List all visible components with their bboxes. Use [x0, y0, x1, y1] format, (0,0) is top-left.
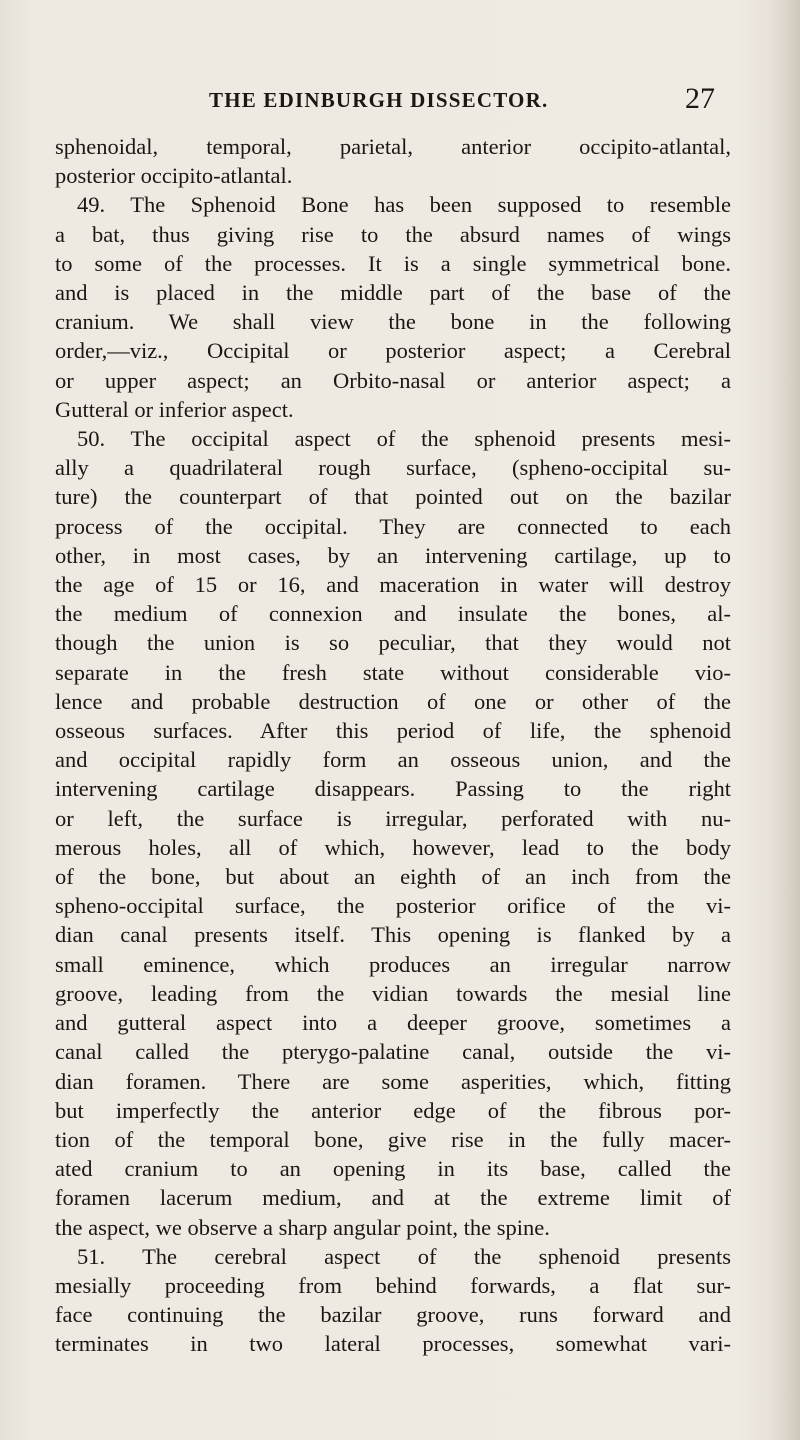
text-line: or upper aspect; an Orbito-nasal or anterior aspect; a	[55, 367, 731, 393]
text-line: other, in most cases, by an intervening cartilage, up to	[55, 542, 731, 568]
text-line: merous holes, all of which, however, lead to the body	[55, 834, 731, 860]
text-line: or left, the surface is irregular, perforated with nu-	[55, 805, 731, 831]
text-line: terminates in two lateral processes, somewhat vari-	[55, 1331, 731, 1357]
text-line: 49. The Sphenoid Bone has been supposed to resemble	[77, 192, 731, 218]
text-line: and occipital rapidly form an osseous union, and the	[55, 747, 731, 773]
page-edge-shadow	[768, 0, 800, 1440]
body-text	[55, 132, 731, 1359]
page-number: 27	[685, 82, 715, 115]
text-line: small eminence, which produces an irregular narrow	[55, 951, 731, 977]
text-line: dian foramen. There are some asperities, which, fitting	[55, 1068, 731, 1094]
text-line: posterior occipito-atlantal.	[55, 163, 293, 189]
text-line: 50. The occipital aspect of the sphenoid presents mesi-	[77, 426, 731, 452]
text-line: groove, leading from the vidian towards the mesial line	[55, 980, 731, 1006]
text-line: of the bone, but about an eighth of an inch from the	[55, 864, 731, 890]
running-title: THE EDINBURGH DISSECTOR.	[209, 88, 549, 112]
text-line: and is placed in the middle part of the base of the	[55, 280, 731, 306]
text-line: dian canal presents itself. This opening is flanked by a	[55, 922, 731, 948]
text-line: order,—viz., Occipital or posterior aspect; a Cerebral	[55, 338, 731, 364]
text-line: sphenoidal, temporal, parietal, anterior occipito-atlantal,	[55, 134, 731, 159]
text-line: cranium. We shall view the bone in the following	[55, 309, 731, 335]
text-line: spheno-occipital surface, the posterior orifice of the vi-	[55, 893, 731, 919]
text-line: the age of 15 or 16, and maceration in water will destroy	[55, 572, 731, 598]
text-line: lence and probable destruction of one or other of the	[55, 688, 731, 714]
text-line: and gutteral aspect into a deeper groove, sometimes a	[55, 1010, 731, 1036]
text-line: but imperfectly the anterior edge of the fibrous por-	[55, 1097, 731, 1123]
text-line: separate in the fresh state without considerable vio-	[55, 659, 731, 685]
page-header	[195, 80, 715, 120]
text-line: to some of the processes. It is a single symmetrical bone.	[55, 250, 731, 276]
text-line: mesially proceeding from behind forwards, a flat sur-	[55, 1272, 731, 1298]
text-line: though the union is so peculiar, that they would not	[55, 630, 731, 656]
text-line: face continuing the bazilar groove, runs forward and	[55, 1302, 731, 1328]
text-line: foramen lacerum medium, and at the extreme limit of	[55, 1185, 731, 1211]
text-line: a bat, thus giving rise to the absurd names of wings	[55, 221, 731, 247]
text-line: canal called the pterygo-palatine canal, outside the vi-	[55, 1039, 731, 1065]
text-line: 51. The cerebral aspect of the sphenoid presents	[77, 1243, 731, 1269]
text-line: tion of the temporal bone, give rise in the fully macer-	[55, 1126, 731, 1152]
text-line: ture) the counterpart of that pointed out on the bazilar	[55, 484, 731, 510]
text-line: the medium of connexion and insulate the bones, al-	[55, 601, 731, 627]
text-line: process of the occipital. They are connected to each	[55, 513, 731, 539]
text-line: Gutteral or inferior aspect.	[55, 396, 294, 422]
text-line: ated cranium to an opening in its base, called the	[55, 1156, 731, 1182]
text-line: osseous surfaces. After this period of life, the sphenoid	[55, 718, 731, 744]
text-line: the aspect, we observe a sharp angular point, the spine.	[55, 1214, 550, 1240]
text-line: intervening cartilage disappears. Passing to the right	[55, 776, 731, 802]
text-line: ally a quadrilateral rough surface, (spheno-occipital su-	[55, 455, 731, 481]
